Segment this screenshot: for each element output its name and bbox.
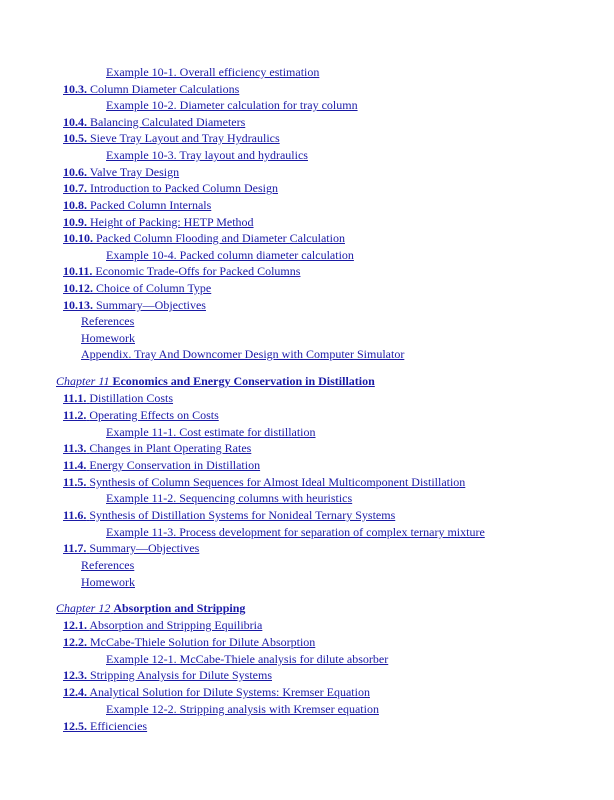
toc-entry-12-5[interactable] (63, 719, 147, 733)
toc-entry-10-11[interactable] (63, 264, 300, 278)
toc-entry-example-12-2[interactable] (106, 702, 379, 716)
toc-link[interactable]: 11.3. Changes in Plant Operating Rates (63, 441, 252, 455)
toc-link[interactable]: Example 11-1. Cost estimate for distillation (106, 425, 316, 439)
toc-entry-10-12[interactable] (63, 281, 211, 295)
toc-entry-11-7[interactable] (63, 541, 199, 555)
toc-link[interactable]: 11.4. Energy Conservation in Distillation (63, 458, 261, 472)
toc-link[interactable]: Example 10-4. Packed column diameter calculation (106, 248, 354, 262)
toc-link[interactable]: 10.4. Balancing Calculated Diameters (63, 115, 246, 129)
toc-chapter-11-heading[interactable] (56, 374, 375, 388)
toc-entry-11-3[interactable] (63, 441, 251, 455)
toc-chapter-12-heading[interactable] (56, 601, 245, 615)
toc-entry-example-12-1[interactable] (106, 652, 388, 666)
toc-link[interactable]: Homework (81, 331, 135, 345)
toc-entry-example-11-3[interactable] (106, 525, 485, 539)
toc-link[interactable]: 10.9. Height of Packing: HETP Method (63, 215, 254, 229)
toc-entry-10-9[interactable] (63, 215, 254, 229)
toc-link[interactable]: Example 12-2. Stripping analysis with Kremser equation (106, 702, 379, 716)
toc-entry-10-7[interactable] (63, 181, 278, 195)
toc-link[interactable]: 12.4. Analytical Solution for Dilute Systems: Kremser Equation (63, 685, 370, 699)
toc-entry-10-6[interactable] (63, 165, 179, 179)
toc-entry-example-10-1[interactable] (106, 65, 319, 79)
toc-link[interactable]: Example 11-3. Process development for separation of complex ternary mixture (106, 525, 485, 539)
toc-link[interactable]: Example 11-2. Sequencing columns with heuristics (106, 491, 353, 505)
toc-link[interactable]: 10.10. Packed Column Flooding and Diameter Calculation (63, 231, 345, 245)
toc-entry-12-4[interactable] (63, 685, 370, 699)
toc-link[interactable]: 10.11. Economic Trade-Offs for Packed Columns (63, 264, 301, 278)
toc-entry-11-6[interactable] (63, 508, 395, 522)
toc-link[interactable]: 11.5. Synthesis of Column Sequences for Almost Ideal Multicomponent Distillation (63, 475, 466, 489)
toc-link[interactable]: 11.6. Synthesis of Distillation Systems for Nonideal Ternary Systems (63, 508, 396, 522)
toc-link[interactable]: Chapter 12 Absorption and Stripping (56, 601, 246, 615)
toc-link[interactable]: 12.2. McCabe-Thiele Solution for Dilute Absorption (63, 635, 316, 649)
toc-link[interactable]: References (81, 558, 135, 572)
toc-link[interactable]: Example 10-3. Tray layout and hydraulics (106, 148, 308, 162)
toc-link[interactable]: 11.2. Operating Effects on Costs (63, 408, 219, 422)
toc-entry-homework-11[interactable] (81, 575, 135, 589)
toc-link[interactable]: 12.3. Stripping Analysis for Dilute Systems (63, 668, 273, 682)
toc-link[interactable]: Example 12-1. McCabe-Thiele analysis for dilute absorber (106, 652, 389, 666)
toc-link[interactable]: 10.13. Summary—Objectives (63, 298, 206, 312)
toc-entry-10-4[interactable] (63, 115, 245, 129)
toc-entry-10-3[interactable] (63, 82, 239, 96)
toc-entry-12-1[interactable] (63, 618, 262, 632)
toc-entry-10-5[interactable] (63, 131, 280, 145)
toc-entry-references-10[interactable] (81, 314, 134, 328)
toc-link[interactable]: 10.12. Choice of Column Type (63, 281, 212, 295)
toc-entry-12-2[interactable] (63, 635, 315, 649)
toc-link[interactable]: 10.8. Packed Column Internals (63, 198, 212, 212)
toc-link[interactable]: 11.7. Summary—Objectives (63, 541, 200, 555)
toc-link[interactable]: Homework (81, 575, 135, 589)
toc-link[interactable]: Appendix. Tray And Downcomer Design with Computer Simulator (81, 347, 405, 361)
toc-entry-example-11-1[interactable] (106, 425, 316, 439)
toc-link[interactable]: References (81, 314, 135, 328)
toc-entry-example-10-2[interactable] (106, 98, 358, 112)
toc-entry-11-2[interactable] (63, 408, 219, 422)
toc-link[interactable]: 10.5. Sieve Tray Layout and Tray Hydraulics (63, 131, 280, 145)
toc-link[interactable]: Chapter 11 Economics and Energy Conservation in Distillation (56, 374, 375, 388)
toc-entry-11-5[interactable] (63, 475, 465, 489)
toc-link[interactable]: 11.1. Distillation Costs (63, 391, 174, 405)
toc-entry-example-11-2[interactable] (106, 491, 352, 505)
toc-entry-example-10-4[interactable] (106, 248, 354, 262)
toc-entry-10-10[interactable] (63, 231, 345, 245)
toc-entry-11-4[interactable] (63, 458, 260, 472)
toc-link[interactable]: 12.5. Efficiencies (63, 719, 148, 733)
toc-link[interactable]: Example 10-2. Diameter calculation for tray column (106, 98, 358, 112)
toc-link[interactable]: 12.1. Absorption and Stripping Equilibria (63, 618, 263, 632)
toc-entry-homework-10[interactable] (81, 331, 135, 345)
toc-link[interactable]: 10.7. Introduction to Packed Column Design (63, 181, 278, 195)
toc-entry-10-13[interactable] (63, 298, 206, 312)
toc-entry-appendix-10[interactable] (81, 347, 404, 361)
toc-entry-10-8[interactable] (63, 198, 211, 212)
toc-entry-11-1[interactable] (63, 391, 173, 405)
toc-link[interactable]: Example 10-1. Overall efficiency estimation (106, 65, 320, 79)
toc-link[interactable]: 10.6. Valve Tray Design (63, 165, 180, 179)
toc-link[interactable]: 10.3. Column Diameter Calculations (63, 82, 240, 96)
toc-entry-12-3[interactable] (63, 668, 272, 682)
toc-entry-example-10-3[interactable] (106, 148, 308, 162)
toc-entry-references-11[interactable] (81, 558, 134, 572)
